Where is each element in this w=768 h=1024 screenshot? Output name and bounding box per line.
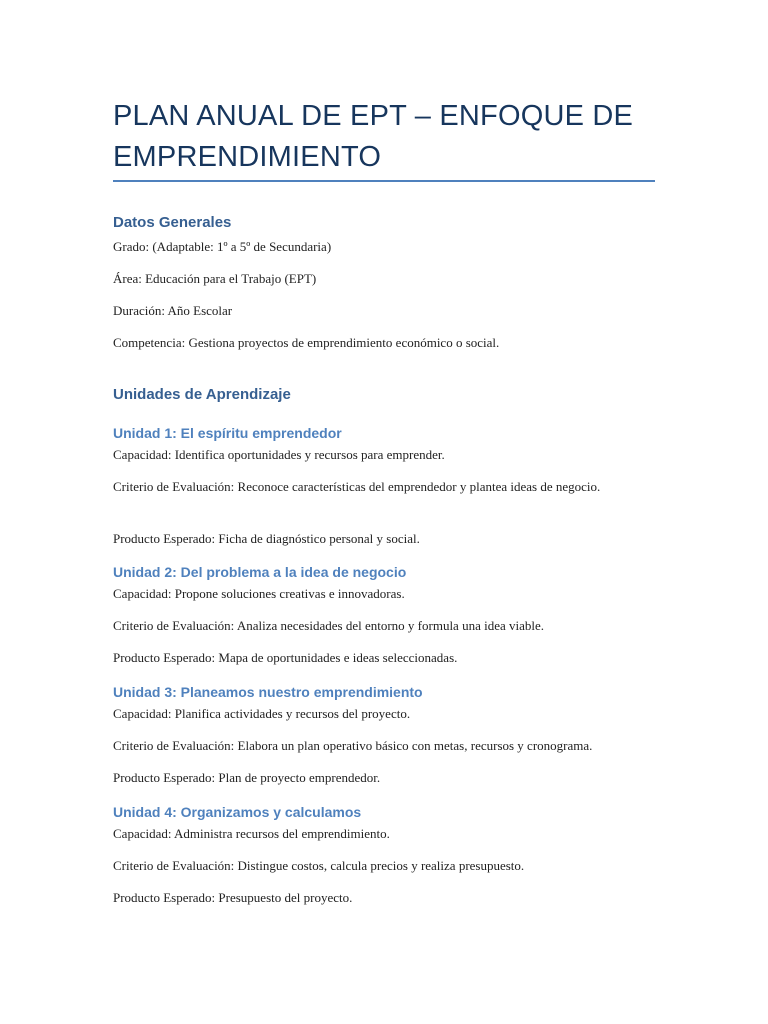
unit-4-capacidad: Capacidad: Administra recursos del emprendimiento. (113, 826, 390, 841)
title-underline (113, 180, 655, 182)
field-duracion: Duración: Año Escolar (113, 303, 233, 318)
unit-4-producto: Producto Esperado: Presupuesto del proyecto. (113, 890, 353, 905)
unit-2-producto: Producto Esperado: Mapa de oportunidades e ideas seleccionadas. (113, 650, 458, 665)
unit-1-capacidad: Capacidad: Identifica oportunidades y recursos para emprender. (113, 447, 445, 462)
section-heading-datos-generales: Datos Generales (113, 214, 232, 231)
unit-3-criterio: Criterio de Evaluación: Elabora un plan operativo básico con metas, recursos y cronograma. (113, 738, 593, 753)
unit-2-criterio: Criterio de Evaluación: Analiza necesidades del entorno y formula una idea viable. (113, 618, 545, 633)
field-area: Área: Educación para el Trabajo (EPT) (113, 271, 317, 286)
unit-4-criterio: Criterio de Evaluación: Distingue costos, calcula precios y realiza presupuesto. (113, 858, 525, 873)
unit-3-producto: Producto Esperado: Plan de proyecto emprendedor. (113, 770, 381, 785)
unit-2-title: Unidad 2: Del problema a la idea de negocio (113, 564, 407, 580)
field-competencia: Competencia: Gestiona proyectos de emprendimiento económico o social. (113, 335, 500, 350)
unit-3-capacidad: Capacidad: Planifica actividades y recursos del proyecto. (113, 706, 411, 721)
unit-1-criterio: Criterio de Evaluación: Reconoce características del emprendedor y plantea ideas de negocio. (113, 479, 601, 494)
unit-3-title: Unidad 3: Planeamos nuestro emprendimiento (113, 684, 423, 700)
unit-2-capacidad: Capacidad: Propone soluciones creativas e innovadoras. (113, 586, 405, 601)
unit-1-producto: Producto Esperado: Ficha de diagnóstico personal y social. (113, 531, 420, 546)
document-title: PLAN ANUAL DE EPT – ENFOQUE DE EMPRENDIMIENTO (113, 100, 634, 173)
unit-1-title: Unidad 1: El espíritu emprendedor (113, 425, 342, 441)
field-grado: Grado: (Adaptable: 1º a 5º de Secundaria) (113, 239, 332, 254)
unit-4-title: Unidad 4: Organizamos y calculamos (113, 804, 362, 820)
section-heading-unidades: Unidades de Aprendizaje (113, 386, 291, 403)
